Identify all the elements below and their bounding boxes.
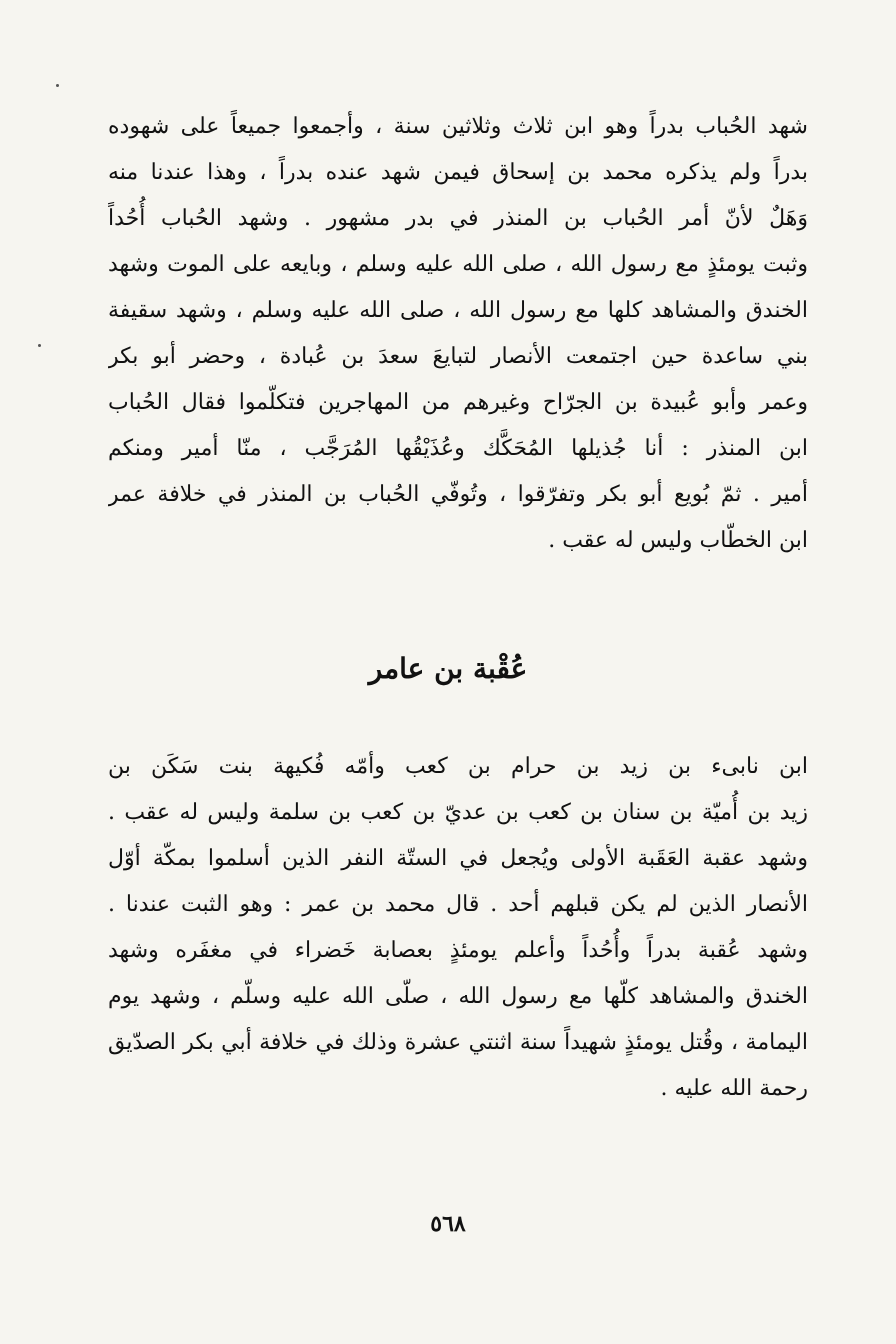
text-line: شهد الحُباب بدراً وهو ابن ثلاث وثلاثين سنة ، وأجمعوا جميعاً على شهوده [108,114,808,139]
paragraph-al-hubab [108,104,808,564]
text-line: الخندق والمشاهد كلّها مع رسول الله ، صلّى الله عليه وسلّم ، وشهد يوم [108,984,808,1009]
paragraph-uqba-bin-amir [108,744,808,1112]
text-line: بني ساعدة حين اجتمعت الأنصار لتبايعَ سعدَ بن عُبادة ، وحضر أبو بكر [108,344,808,369]
text-line: زيد بن أُميّة بن سنان بن كعب بن عديّ بن كعب بن سلمة وليس له عقب . [108,800,808,825]
ink-speck [38,344,41,347]
text-line: اليمامة ، وقُتل يومئذٍ شهيداً سنة اثنتي عشرة وذلك في خلافة أبي بكر الصدّيق [108,1030,808,1055]
text-line: ابن الخطّاب وليس له عقب . [548,528,808,553]
text-line: ابن نابىء بن زيد بن حرام بن كعب وأمّه فُكيهة بنت سَكَن بن [108,754,808,779]
section-heading: عُقْبة بن عامر [368,652,528,685]
text-line: أمير . ثمّ بُويع أبو بكر وتفرّقوا ، وتُوفّي الحُباب بن المنذر في خلافة عمر [108,482,808,507]
text-line: رحمة الله عليه . [660,1076,808,1101]
text-line: ابن المنذر : أنا جُذيلها المُحَكَّك وعُذَيْقُها المُرَجَّب ، منّا أمير ومنكم [108,436,808,461]
text-line: وثبت يومئذٍ مع رسول الله ، صلى الله عليه وسلم ، وبايعه على الموت وشهد [108,252,808,277]
text-line: وشهد عُقبة بدراً وأُحُداً وأعلم يومئذٍ بعصابة خَضراء في مغفَره وشهد [108,938,808,963]
page-number: ٥٦٨ [430,1211,466,1237]
text-line: وعمر وأبو عُبيدة بن الجرّاح وغيرهم من المهاجرين فتكلّموا فقال الحُباب [108,390,808,415]
text-line: وَهَلٌ لأنّ أمر الحُباب بن المنذر في بدر مشهور . وشهد الحُباب أُحُداً [108,206,808,231]
text-line: الخندق والمشاهد كلها مع رسول الله ، صلى الله عليه وسلم ، وشهد سقيفة [108,298,808,323]
text-line: الأنصار الذين لم يكن قبلهم أحد . قال محمد بن عمر : وهو الثبت عندنا . [108,892,808,917]
ink-speck [56,84,59,87]
text-line: وشهد عقبة العَقَبة الأولى ويُجعل في الستّة النفر الذين أسلموا بمكّة أوّل [108,846,808,871]
text-line: بدراً ولم يذكره محمد بن إسحاق فيمن شهد عنده بدراً ، وهذا عندنا منه [108,160,808,185]
